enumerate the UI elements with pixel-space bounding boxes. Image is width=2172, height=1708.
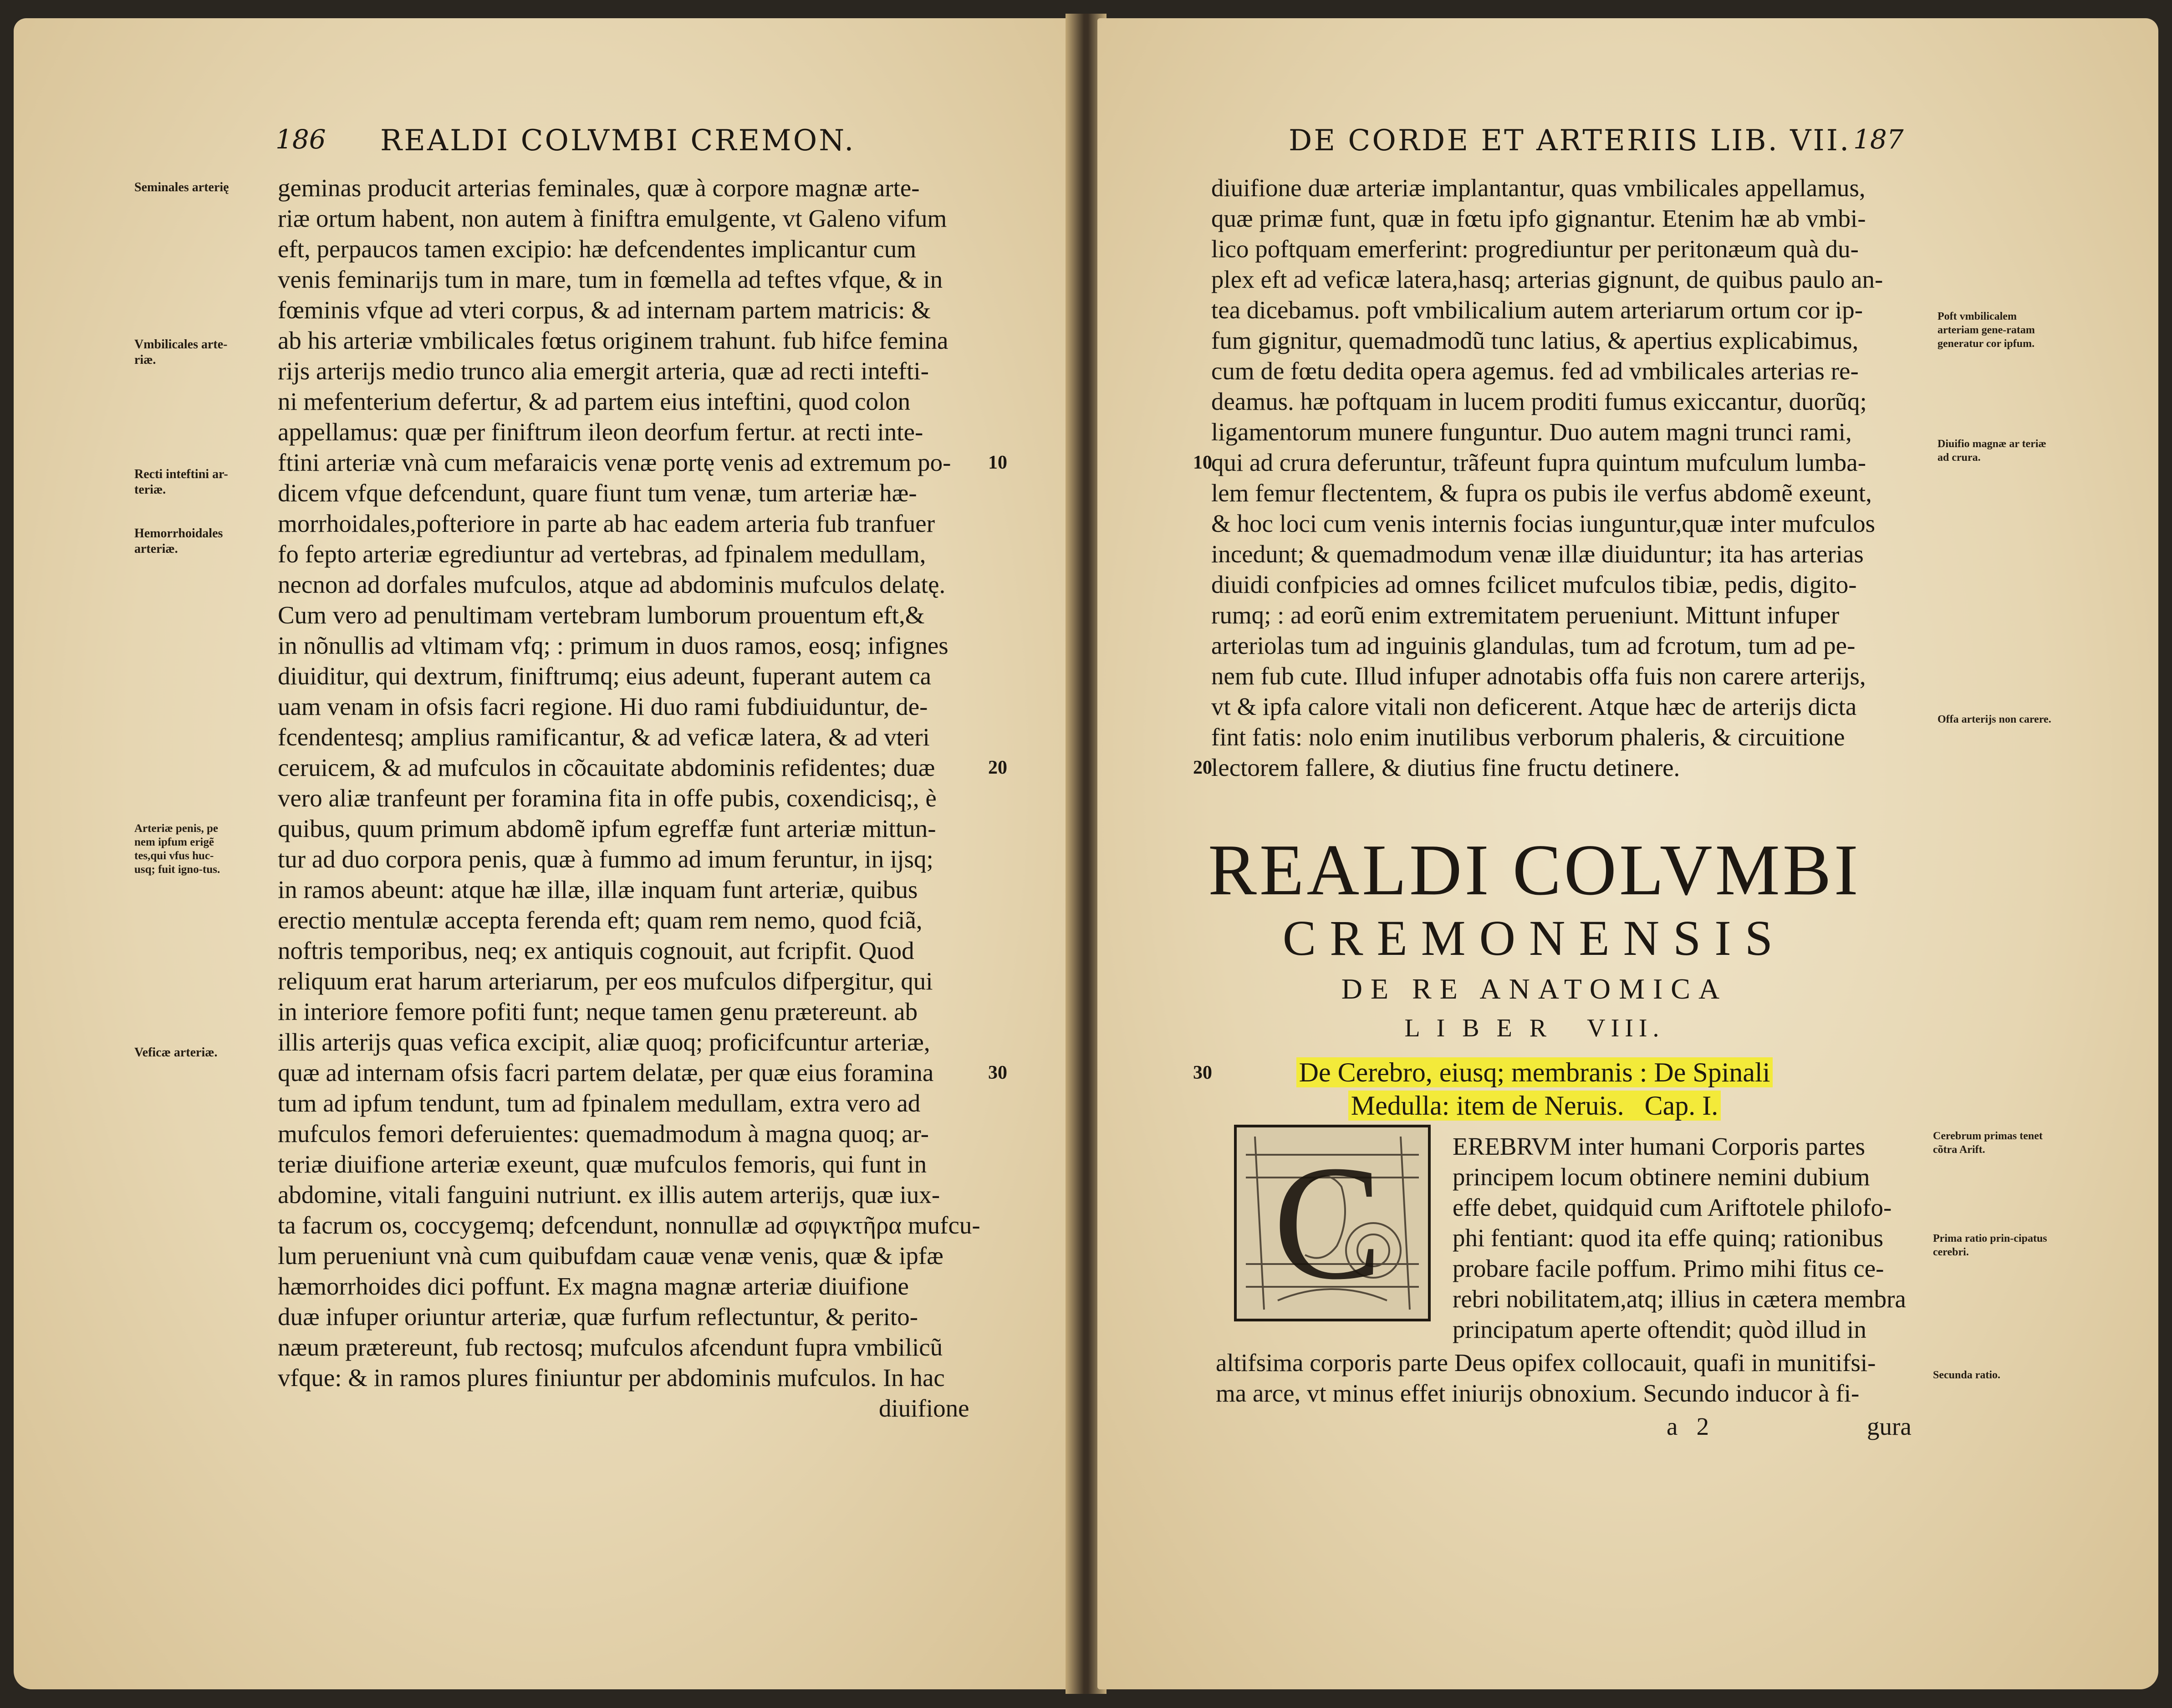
text-line: effe debet, quidquid cum Ariftotele philofo- [1453, 1193, 1892, 1221]
text-line: tur ad duo corpora penis, quæ à fummo ad imum feruntur, in ijsq; [278, 845, 933, 873]
line-number: 30 [1193, 1062, 1212, 1083]
side-note: Poft vmbilicalem arteriam gene-ratam generatur cor ipfum. [1937, 311, 2035, 350]
text-line: & hoc loci cum venis internis focias iunguntur,quæ inter mufculos [1211, 510, 1876, 537]
text-line: teriæ diuifione arteriæ exeunt, quæ mufculos femoris, qui funt in [278, 1150, 927, 1178]
text-line: diuifione duæ arteriæ implantantur, quas vmbilicales appellamus, [1211, 174, 1866, 202]
text-line: fum gignitur, quemadmodũ tunc latius, & apertius explicabimus, [1211, 326, 1859, 354]
decorated-initial [1234, 1125, 1431, 1321]
text-line: geminas producit arterias feminales, quæ à corpore magnæ arte- [278, 174, 920, 202]
text-line: nem fub cute. Illud infuper adnotabis offa fuis non carere arterijs, [1211, 662, 1866, 690]
text-line: plex eft ad veficæ latera,hasq; arterias gignunt, de quibus paulo an- [1211, 265, 1883, 293]
text-line: fo fepto arteriæ egrediuntur ad vertebras, ad fpinalem medullam, [278, 540, 926, 568]
side-note: Hemorrhoidales arteriæ. [134, 526, 223, 556]
text-line: ceruicem, & ad mufculos in cõcauitate abdominis refidentes; duæ [278, 754, 935, 781]
initial-letter: C [1273, 1132, 1383, 1313]
text-line: in ramos abeunt: atque hæ illæ, illæ inquam funt arteriæ, quibus [278, 876, 918, 903]
line-number: 30 [988, 1062, 1007, 1083]
text-line: EREBRVM inter humani Corporis partes [1453, 1132, 1866, 1160]
side-note: Cerebrum primas tenet cõtra Arift. [1933, 1130, 2043, 1156]
text-line: deamus. hæ poftquam in lucem proditi fumus exiccantur, duorũq; [1211, 387, 1867, 415]
text-line: erectio mentulæ accepta ferenda eft; quam rem nemo, quod fciã, [278, 906, 923, 934]
text-line: qui ad crura deferuntur, trãfeunt fupra quintum mufculum lumba- [1211, 449, 1866, 476]
text-line: riæ ortum habent, non autem à finiftra emulgente, vt Galeno vifum [278, 204, 947, 232]
text-line: rebri nobilitatem,atq; illius in cætera membra [1453, 1285, 1906, 1313]
text-line: abdomine, vitali fanguini nutriunt. ex illis autem arterijs, quæ iux- [278, 1181, 940, 1208]
text-line: fœminis vfque ad vteri corpus, & ad internam partem matricis: & [278, 296, 931, 324]
catchword: diuifione [879, 1394, 969, 1422]
text-line: appellamus: quæ per finiftrum ileon deorfum fertur. at recti inte- [278, 418, 923, 446]
text-line: ab his arteriæ vmbilicales fœtus originem trahunt. fub hifce femina [278, 326, 948, 354]
side-note: Secunda ratio. [1933, 1369, 2001, 1381]
title-line-work: DE RE ANATOMICA [1341, 973, 1728, 1005]
side-note: Offa arterijs non carere. [1937, 714, 2051, 725]
chapter-heading-line: Medulla: item de Neruis. Cap. I. [1348, 1091, 1721, 1121]
text-line: vt & ipfa calore vitali non deficerent. Atque hæc de arterijs dicta [1211, 693, 1857, 720]
text-line: principatum aperte oftendit; quòd illud in [1453, 1315, 1866, 1343]
woodcut-illustration-icon [1237, 1127, 1428, 1319]
text-line: rijs arterijs medio trunco alia emergit arteria, quæ ad recti intefti- [278, 357, 929, 385]
line-number: 10 [988, 452, 1007, 473]
side-note: Recti inteftini ar-teriæ. [134, 467, 228, 497]
side-note: Prima ratio prin-cipatus cerebri. [1933, 1233, 2047, 1258]
text-line: morrhoidales,pofteriore in parte ab hac eadem arteria fub tranfuer [278, 510, 935, 537]
line-number: 20 [1193, 757, 1212, 778]
left-page [14, 18, 1075, 1689]
side-note: Seminales arterię [134, 180, 229, 194]
side-note: Arteriæ penis, pe nem ipfum erigẽ tes,qui vfus huc-usq; fuit igno-tus. [134, 822, 220, 876]
text-line: lectorem fallere, & diutius fine fructu detinere. [1211, 754, 1680, 781]
text-line: necnon ad dorfales mufculos, atque ad abdominis mufculos delatę. [278, 571, 946, 598]
title-line-book: L I B E R VIII. [1404, 1014, 1665, 1042]
right-running-head: DE CORDE ET ARTERIIS LIB. VII. [1289, 124, 1851, 158]
chapter-heading-line: De Cerebro, eiusq; membranis : De Spinali [1296, 1057, 1773, 1087]
text-line: ni mefenterium defertur, & ad partem eius inteftini, quod colon [278, 387, 911, 415]
text-line: vero aliæ tranfeunt per foramina fita in offe pubis, coxendicisq;, è [278, 784, 937, 812]
text-line: mufculos femori deferuientes: quemadmodum à magna quoq; ar- [278, 1120, 929, 1147]
text-line: Cum vero ad penultimam vertebram lumborum prouentum eft,& [278, 601, 925, 629]
text-line: lem femur flectentem, & fupra os pubis ile verfus abdomẽ exeunt, [1211, 479, 1872, 507]
side-note: Vmbilicales arte-riæ. [134, 337, 228, 367]
text-line: diuidi confpicies ad omnes fcilicet mufculos tibiæ, pedis, digito- [1211, 571, 1857, 598]
text-line: rumq; : ad eorũ enim extremitatem perueniunt. Mittunt infuper [1211, 601, 1840, 629]
text-line: quibus, quum primum abdomẽ ipfum egreffæ funt arteriæ mittun- [278, 815, 936, 842]
text-line: probare facile poffum. Primo mihi fitus ce- [1453, 1254, 1884, 1282]
text-line: arteriolas tum ad inguinis glandulas, tum ad fcrotum, tum ad pe- [1211, 632, 1856, 659]
text-line: in interiore femore pofiti funt; neque tamen genu prætereunt. ab [278, 998, 918, 1025]
text-line: tum ad ipfum tendunt, tum ad fpinalem medullam, extra vero ad [278, 1089, 921, 1117]
text-line: duæ infuper oriuntur arteriæ, quæ furfum reflectuntur, & perito- [278, 1303, 918, 1331]
text-line: incedunt; & quemadmodum venæ illæ diuiduntur; ita has arterias [1211, 540, 1864, 568]
text-line: quæ primæ funt, quæ in fœtu ipfo gignantur. Etenim hæ ab vmbi- [1211, 204, 1866, 232]
text-line: ftini arteriæ vnà cum mefaraicis venæ portę venis ad extremum po- [278, 449, 951, 476]
text-line: principem locum obtinere nemini dubium [1453, 1163, 1870, 1191]
text-line: noftris temporibus, neq; ex antiquis cognouit, aut fcripfit. Quod [278, 937, 914, 964]
text-line: næum prætereunt, fub rectosq; mufculos afcendunt fupra vmbilicũ [278, 1333, 943, 1361]
text-line: phi fentiant: quod ita effe quinq; rationibus [1453, 1224, 1884, 1252]
text-line: uam venam in ofsis facri regione. Hi duo rami fubdiuiduntur, de- [278, 693, 928, 720]
text-line: illis arterijs quas vefica excipit, aliæ quoq; proficifcuntur arteriæ, [278, 1028, 930, 1056]
text-line: hæmorrhoides dici poffunt. Ex magna magnæ arteriæ diuifione [278, 1272, 909, 1300]
text-line: vfque: & in ramos plures finiuntur per abdominis mufculos. In hac [278, 1364, 945, 1392]
text-line: venis feminarijs tum in mare, tum in fœmella ad teftes vfque, & in [278, 265, 943, 293]
text-line: diuiditur, qui dextrum, finiftrumq; eius adeunt, fuperant autem ca [278, 662, 932, 690]
text-line: dicem vfque defcendunt, quare fiunt tum venæ, tum arteriæ hæ- [278, 479, 917, 507]
right-page [1097, 18, 2158, 1689]
side-note: Veficæ arteriæ. [134, 1045, 218, 1060]
text-line: in nõnullis ad vltimam vfq; : primum in duos ramos, eosq; infignes [278, 632, 948, 659]
text-line: ma arce, vt minus effet iniurijs obnoxium. Secundo inducor à fi- [1216, 1379, 1860, 1407]
text-line: cum de fœtu dedita opera agemus. fed ad vmbilicales arterias re- [1211, 357, 1859, 385]
signature-mark: a 2 [1667, 1412, 1709, 1440]
text-line: tea dicebamus. poft vmbilicalium autem arteriarum ortum cor ip- [1211, 296, 1863, 324]
text-line: fint fatis: nolo enim inutilibus verborum phaleris, & circuitione [1211, 723, 1845, 751]
title-line-author: REALDI COLVMBI [1208, 829, 1861, 910]
line-number: 10 [1193, 452, 1212, 473]
left-page-number: 186 [275, 124, 326, 155]
catchword: gura [1867, 1412, 1912, 1440]
text-line: eft, perpaucos tamen excipio: hæ defcendentes implicantur cum [278, 235, 916, 263]
text-line: lico poftquam emerferint: progrediuntur per peritonæum quà du- [1211, 235, 1859, 263]
text-line: ta facrum os, coccygemq; defcendunt, nonnullæ ad σφιγκτῆρα mufcu- [278, 1211, 980, 1239]
left-running-head: REALDI COLVMBI CREMON. [380, 124, 856, 158]
text-line: fcendentesq; amplius ramificantur, & ad veficæ latera, & ad vteri [278, 723, 930, 751]
text-line: ligamentorum munere funguntur. Duo autem magni trunci rami, [1211, 418, 1852, 446]
text-line: lum perueniunt vnà cum quibufdam cauæ venæ venis, quæ & ipfæ [278, 1242, 943, 1270]
side-note: Diuifio magnæ ar teriæ ad crura. [1937, 438, 2046, 464]
text-line: quæ ad internam ofsis facri partem delatæ, per quæ eius foramina [278, 1059, 934, 1086]
title-line-origin: CREMONENSIS [1282, 910, 1787, 966]
line-number: 20 [988, 757, 1007, 778]
right-page-number: 187 [1853, 124, 1904, 155]
text-line: altifsima corporis parte Deus opifex collocauit, quafi in munitifsi- [1216, 1349, 1876, 1377]
text-line: reliquum erat harum arteriarum, per eos mufculos difpergitur, qui [278, 967, 933, 995]
